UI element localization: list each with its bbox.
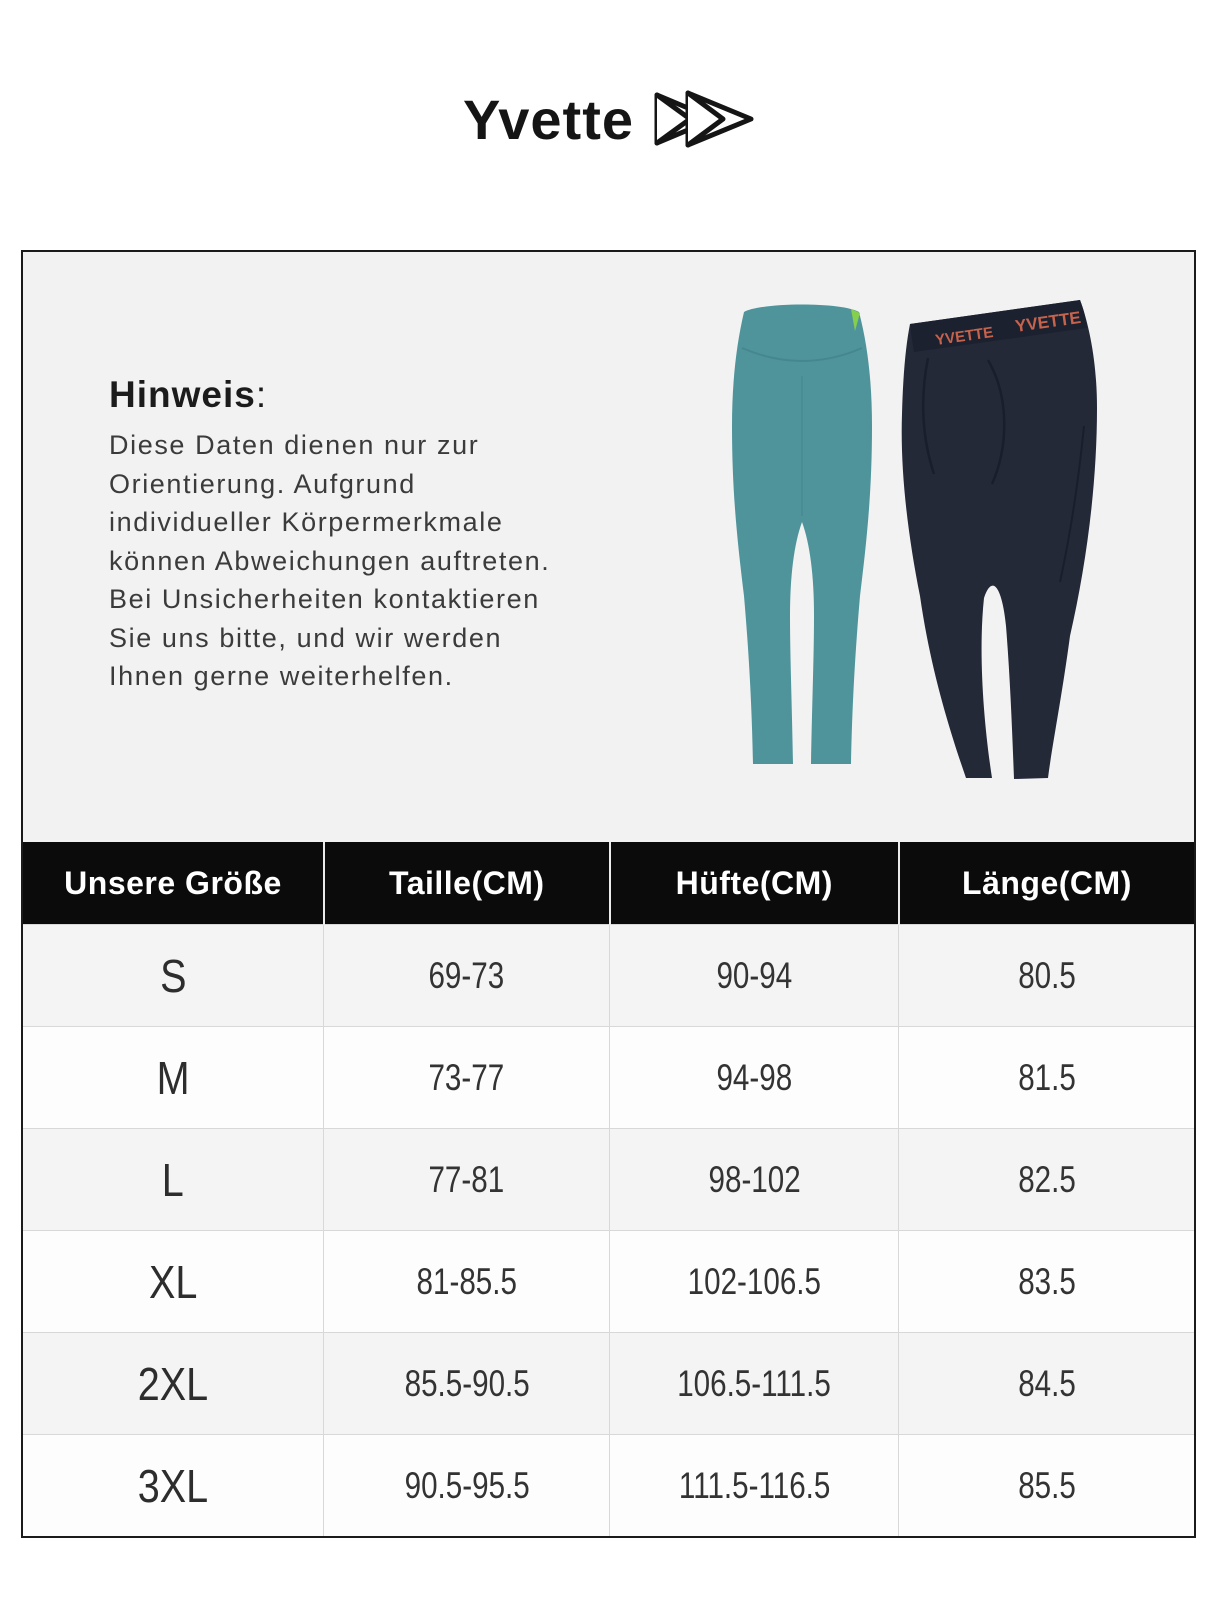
- size-table-header-row: [23, 842, 1194, 925]
- note-line: Orientierung. Aufgrund: [109, 468, 416, 499]
- cell-size: XL: [23, 1231, 324, 1333]
- cell-huefte: 98-102: [610, 1129, 899, 1231]
- note-heading-text: Hinweis: [109, 374, 256, 415]
- cell-taille: 69-73: [324, 925, 610, 1027]
- leggings-back-navy: [902, 300, 1097, 779]
- column-header-laenge: Länge(CM): [899, 842, 1194, 925]
- waistband-logo-text: YVETTE: [934, 324, 995, 349]
- cell-taille: 81-85.5: [324, 1231, 610, 1333]
- table-row: [23, 1435, 1194, 1537]
- note-line: individueller Körpermerkmale: [109, 507, 504, 537]
- cell-taille: 85.5-90.5: [324, 1333, 610, 1435]
- cell-huefte: 111.5-116.5: [610, 1435, 899, 1537]
- table-row: [23, 1129, 1194, 1231]
- column-header-huefte: Hüfte(CM): [610, 842, 899, 925]
- note-heading: Hinweis:: [109, 374, 268, 415]
- note-line: Bei Unsicherheiten kontaktieren: [109, 584, 540, 614]
- leggings-product-images: [696, 286, 1178, 816]
- table-row: [23, 925, 1194, 1027]
- table-row: [23, 1333, 1194, 1435]
- brand-header: [0, 86, 1219, 152]
- leggings-front-teal: [732, 305, 872, 765]
- brand-logo-text: Yvette: [463, 87, 634, 151]
- cell-laenge: 82.5: [899, 1129, 1194, 1231]
- info-section: [23, 252, 1194, 842]
- size-guide-panel: [21, 250, 1196, 1538]
- cell-size: S: [23, 925, 324, 1027]
- cell-taille: 77-81: [324, 1129, 610, 1231]
- cell-size: M: [23, 1027, 324, 1129]
- column-header-taille: Taille(CM): [324, 842, 610, 925]
- cell-size: L: [23, 1129, 324, 1231]
- cell-size: 2XL: [23, 1333, 324, 1435]
- double-arrow-icon: [652, 86, 756, 152]
- cell-huefte: 106.5-111.5: [610, 1333, 899, 1435]
- cell-taille: 90.5-95.5: [324, 1435, 610, 1537]
- cell-laenge: 81.5: [899, 1027, 1194, 1129]
- cell-laenge: 84.5: [899, 1333, 1194, 1435]
- cell-huefte: 102-106.5: [610, 1231, 899, 1333]
- size-table: [23, 842, 1194, 1536]
- note-block: [109, 374, 699, 696]
- note-line: Sie uns bitte, und wir werden: [109, 622, 503, 653]
- note-line: Diese Daten dienen nur zur: [109, 430, 480, 460]
- waistband-logo-text: YVETTE: [1013, 307, 1083, 336]
- note-line: können Abweichungen auftreten.: [109, 545, 551, 576]
- note-line: Ihnen gerne weiterhelfen.: [109, 661, 454, 691]
- cell-taille: 73-77: [324, 1027, 610, 1129]
- table-row: [23, 1027, 1194, 1129]
- table-row: [23, 1231, 1194, 1333]
- cell-laenge: 85.5: [899, 1435, 1194, 1537]
- cell-laenge: 83.5: [899, 1231, 1194, 1333]
- cell-size: 3XL: [23, 1435, 324, 1537]
- cell-huefte: 90-94: [610, 925, 899, 1027]
- cell-huefte: 94-98: [610, 1027, 899, 1129]
- column-header-size: Unsere Größe: [23, 842, 324, 925]
- cell-laenge: 80.5: [899, 925, 1194, 1027]
